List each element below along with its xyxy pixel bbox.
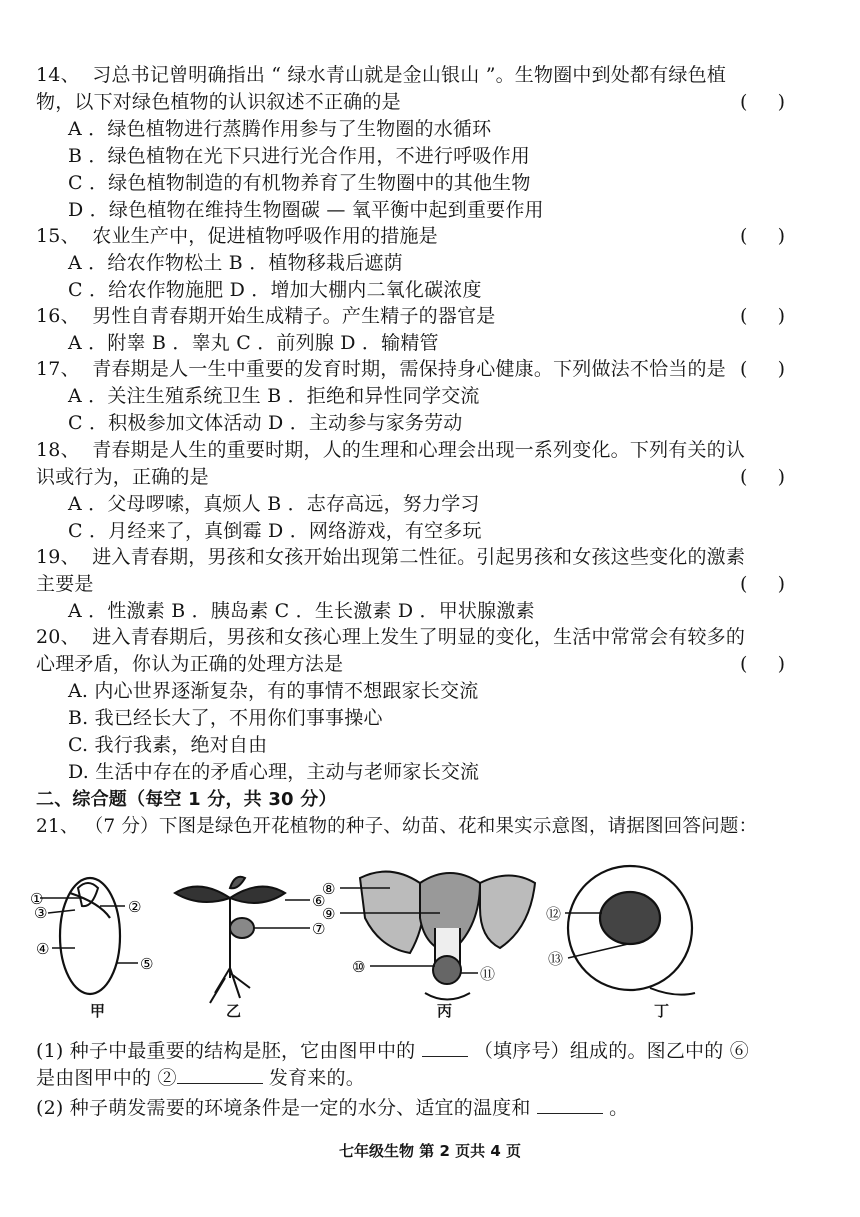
q20-line1: 20、 进入青春期后，男孩和女孩心理上发生了明显的变化，生活中常常会有较多的	[36, 626, 746, 648]
marker-3: ③	[34, 904, 48, 922]
q20-option-b: B. 我已经长大了，不用你们事事操心	[68, 707, 383, 729]
answer-blank-1[interactable]	[422, 1036, 468, 1057]
q17-bracket: ( )	[740, 358, 786, 380]
q20-line2: 心理矛盾，你认为正确的处理方法是	[36, 653, 344, 675]
q16-bracket: ( )	[740, 305, 786, 327]
q14-line1: 14、 习总书记曾明确指出 “ 绿水青山就是金山银山 ”。生物圈中到处都有绿色植	[36, 64, 727, 86]
marker-7: ⑦	[312, 920, 326, 938]
q21-intro: 21、 （7 分）下图是绿色开花植物的种子、幼苗、花和果实示意图，请据图回答问题：	[36, 816, 758, 837]
figure-label-yi: 乙	[226, 1002, 242, 1020]
q20-option-a: A. 内心世界逐渐复杂，有的事情不想跟家长交流	[68, 680, 479, 702]
q15-bracket: ( )	[740, 225, 786, 247]
q18-options-cd: C ．月经来了，真倒霉 D ．网络游戏，有空多玩	[68, 520, 482, 542]
q21-sub1-line2: 是由图甲中的 ② 发育来的。	[36, 1063, 365, 1091]
q15-options-cd: C ．给农作物施肥 D ．增加大棚内二氧化碳浓度	[68, 279, 482, 301]
figure-label-ding: 丁	[654, 1002, 670, 1020]
q14-option-a: A ．绿色植物进行蒸腾作用参与了生物圈的水循环	[68, 118, 492, 140]
figure-label-jia: 甲	[90, 1002, 106, 1020]
marker-8: ⑧	[322, 880, 336, 898]
q18-bracket: ( )	[740, 466, 786, 488]
q18-options-ab: A ．父母啰嗦，真烦人 B ．志存高远，努力学习	[68, 493, 480, 515]
q20-bracket: ( )	[740, 653, 786, 675]
q15-line1: 15、 农业生产中，促进植物呼吸作用的措施是	[36, 225, 438, 247]
q18-line2: 识或行为，正确的是	[36, 466, 209, 488]
q19-line2: 主要是	[36, 573, 94, 595]
fruit-figure	[565, 866, 695, 995]
section-2-title: 二、综合题（每空 1 分，共 30 分）	[36, 789, 337, 810]
seed-figure	[40, 878, 138, 994]
marker-11: ⑪	[480, 965, 496, 983]
plant-diagram	[30, 858, 750, 1008]
q19-line1: 19、 进入青春期，男孩和女孩开始出现第二性征。引起男孩和女孩这些变化的激素	[36, 546, 746, 568]
marker-5: ⑤	[140, 955, 154, 973]
q15-options-ab: A ．给农作物松土 B ．植物移栽后遮荫	[68, 252, 403, 274]
marker-10: ⑩	[352, 958, 366, 976]
q16-line1: 16、 男性自青春期开始生成精子。产生精子的器官是	[36, 305, 496, 327]
q21-sub2-line1: (2) 种子萌发需要的环境条件是一定的水分、适宜的温度和 。	[36, 1093, 628, 1121]
flower-figure	[340, 872, 535, 1000]
seedling-figure	[175, 877, 310, 1003]
q16-options: A ．附睾 B ．睾丸 C ．前列腺 D ．输精管	[68, 332, 439, 354]
answer-blank-3[interactable]	[537, 1093, 603, 1114]
q14-option-c: C ．绿色植物制造的有机物养育了生物圈中的其他生物	[68, 172, 531, 194]
q17-options-cd: C ．积极参加文体活动 D ．主动参与家务劳动	[68, 412, 463, 434]
q17-options-ab: A ．关注生殖系统卫生 B ．拒绝和异性同学交流	[68, 385, 480, 407]
q14-option-d: D ．绿色植物在维持生物圈碳 — 氧平衡中起到重要作用	[68, 199, 544, 221]
figure-label-bing: 丙	[437, 1002, 453, 1020]
q14-bracket: ( )	[740, 91, 786, 113]
marker-2: ②	[128, 898, 142, 916]
marker-13: ⑬	[548, 950, 564, 968]
page-footer: 七年级生物 第 2 页共 4 页	[339, 1142, 521, 1160]
q14-option-b: B ．绿色植物在光下只进行光合作用，不进行呼吸作用	[68, 145, 531, 167]
q21-sub1-line1: (1) 种子中最重要的结构是胚，它由图甲中的 （填序号）组成的。图乙中的 ⑥	[36, 1036, 749, 1064]
q20-option-c: C. 我行我素，绝对自由	[68, 734, 268, 756]
q14-line2: 物，以下对绿色植物的认识叙述不正确的是	[36, 91, 401, 113]
marker-4: ④	[36, 940, 50, 958]
marker-1: ①	[30, 890, 44, 908]
marker-12: ⑫	[546, 905, 562, 923]
answer-blank-2[interactable]	[177, 1063, 263, 1084]
q19-options: A ．性激素 B ．胰岛素 C ．生长激素 D ．甲状腺激素	[68, 600, 535, 622]
q17-line1: 17、 青春期是人一生中重要的发育时期，需保持身心健康。下列做法不恰当的是	[36, 358, 726, 380]
q20-option-d: D. 生活中存在的矛盾心理，主动与老师家长交流	[68, 761, 480, 783]
q18-line1: 18、 青春期是人生的重要时期，人的生理和心理会出现一系列变化。下列有关的认	[36, 439, 746, 461]
marker-9: ⑨	[322, 905, 336, 923]
marker-6: ⑥	[312, 892, 326, 910]
q19-bracket: ( )	[740, 573, 786, 595]
